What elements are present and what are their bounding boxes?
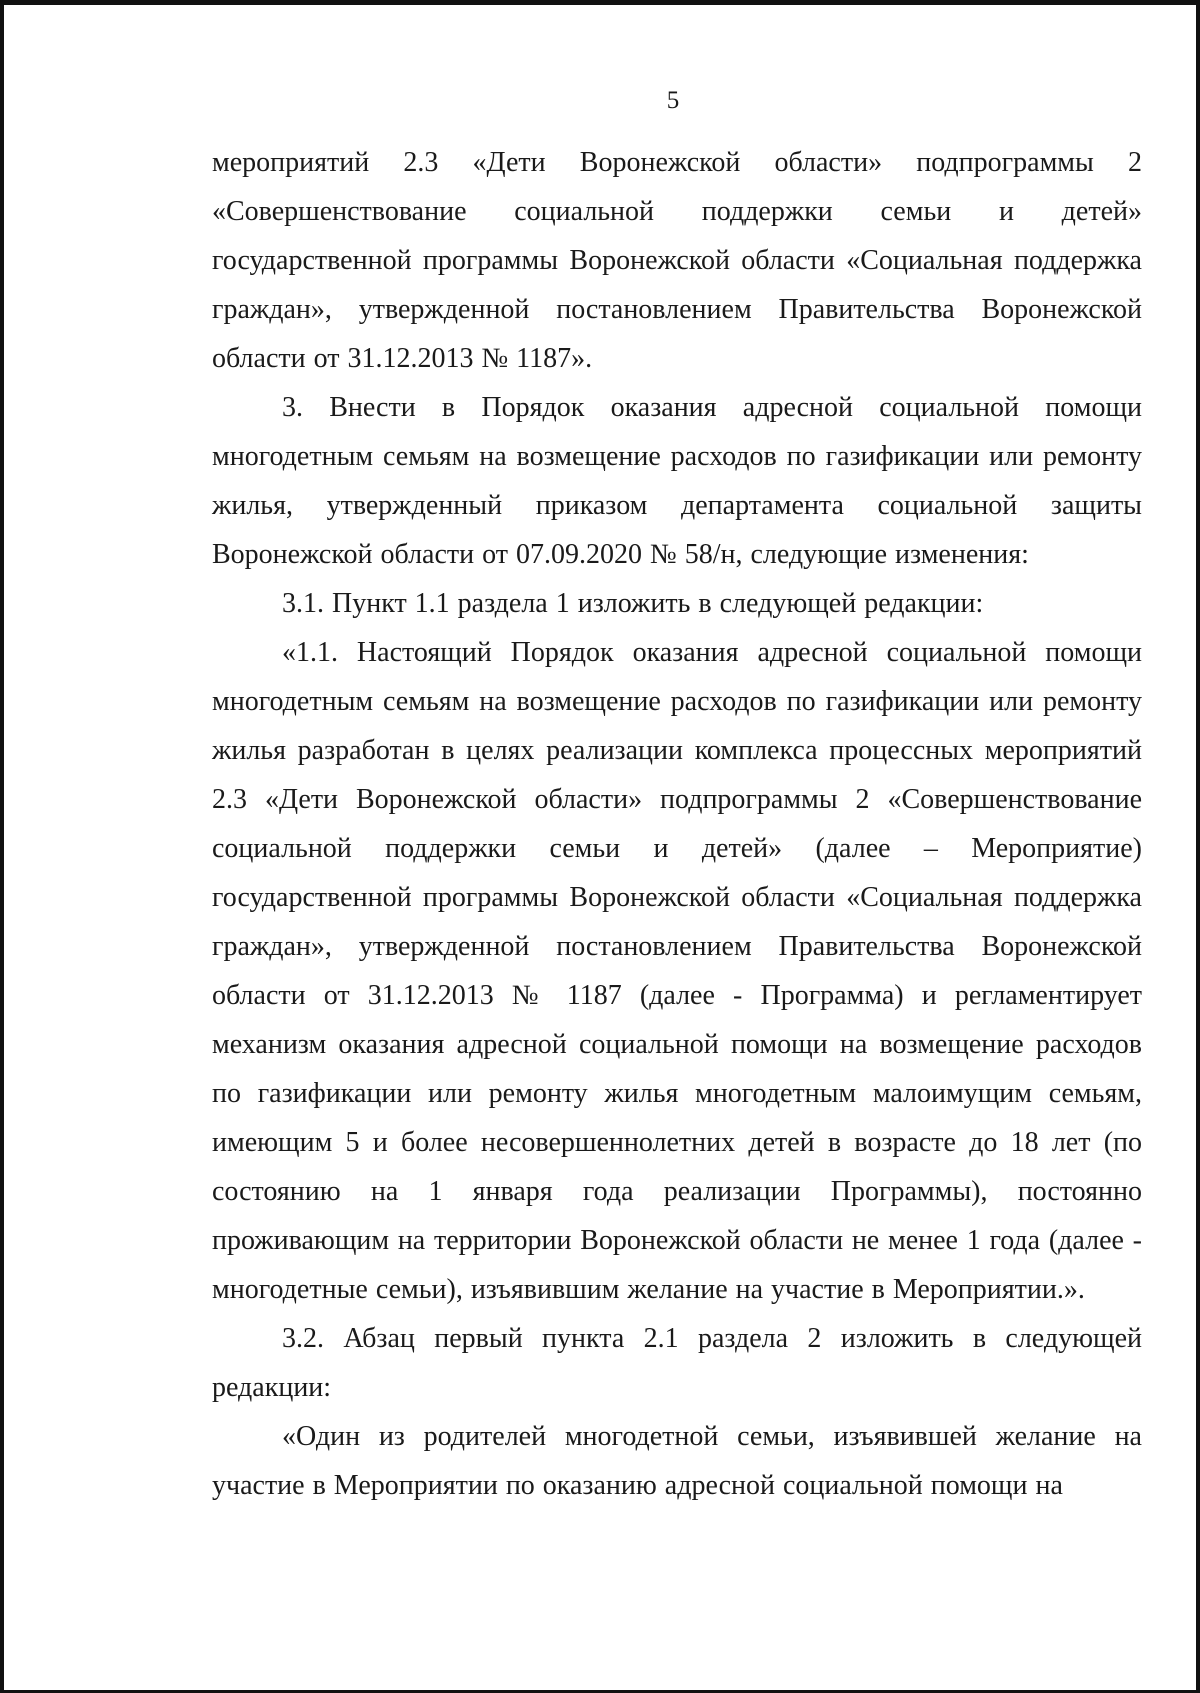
paragraph-item-3: 3. Внести в Порядок оказания адресной социальной помощи многодетным семьям на возмещение расходов по газификации или ремонту жилья, утвержденный приказом департамента социальной защиты Воронежской области от 07.09.2020 № 58/н, следующие изменения: xyxy=(212,392,1142,570)
document-body xyxy=(212,138,1142,1510)
paragraph-continuation: мероприятий 2.3 «Дети Воронежской области» подпрограммы 2 «Совершенствование социальной поддержки семьи и детей» государственной программы Воронежской области «Социальная поддержка граждан», утвержденной постановлением Правительства Воронежской области от 31.12.2013 № 1187». xyxy=(212,147,1142,374)
page-number: 5 xyxy=(666,87,680,114)
paragraph-item-3-1: 3.1. Пункт 1.1 раздела 1 изложить в следующей редакции: xyxy=(282,588,984,619)
paragraph-item-3-2: 3.2. Абзац первый пункта 2.1 раздела 2 изложить в следующей редакции: xyxy=(212,1323,1142,1403)
paragraph-item-3-1-quote: «1.1. Настоящий Порядок оказания адресной социальной помощи многодетным семьям на возмещение расходов по газификации или ремонту жилья разработан в целях реализации комплекса процессных мероприятий 2.3 «Дети Воронежской области» подпрограммы 2 «Совершенствование социальной поддержки семьи и детей» (далее – Мероприятие) государственной программы Воронежской области «Социальная поддержка граждан», утвержденной постановлением Правительства Воронежской области от 31.12.2013 № 1187 (далее - Программа) и регламентирует механизм оказания адресной социальной помощи на возмещение расходов по газификации или ремонту жилья многодетным малоимущим семьям, имеющим 5 и более несовершеннолетних детей в возрасте до 18 лет (по состоянию на 1 января года реализации Программы), постоянно проживающим на территории Воронежской области не менее 1 года (далее - многодетные семьи), изъявившим желание на участие в Мероприятии.». xyxy=(212,637,1142,1305)
paragraph-item-3-2-quote: «Один из родителей многодетной семьи, изъявившей желание на участие в Мероприятии по оказанию адресной социальной помощи на xyxy=(212,1421,1142,1501)
